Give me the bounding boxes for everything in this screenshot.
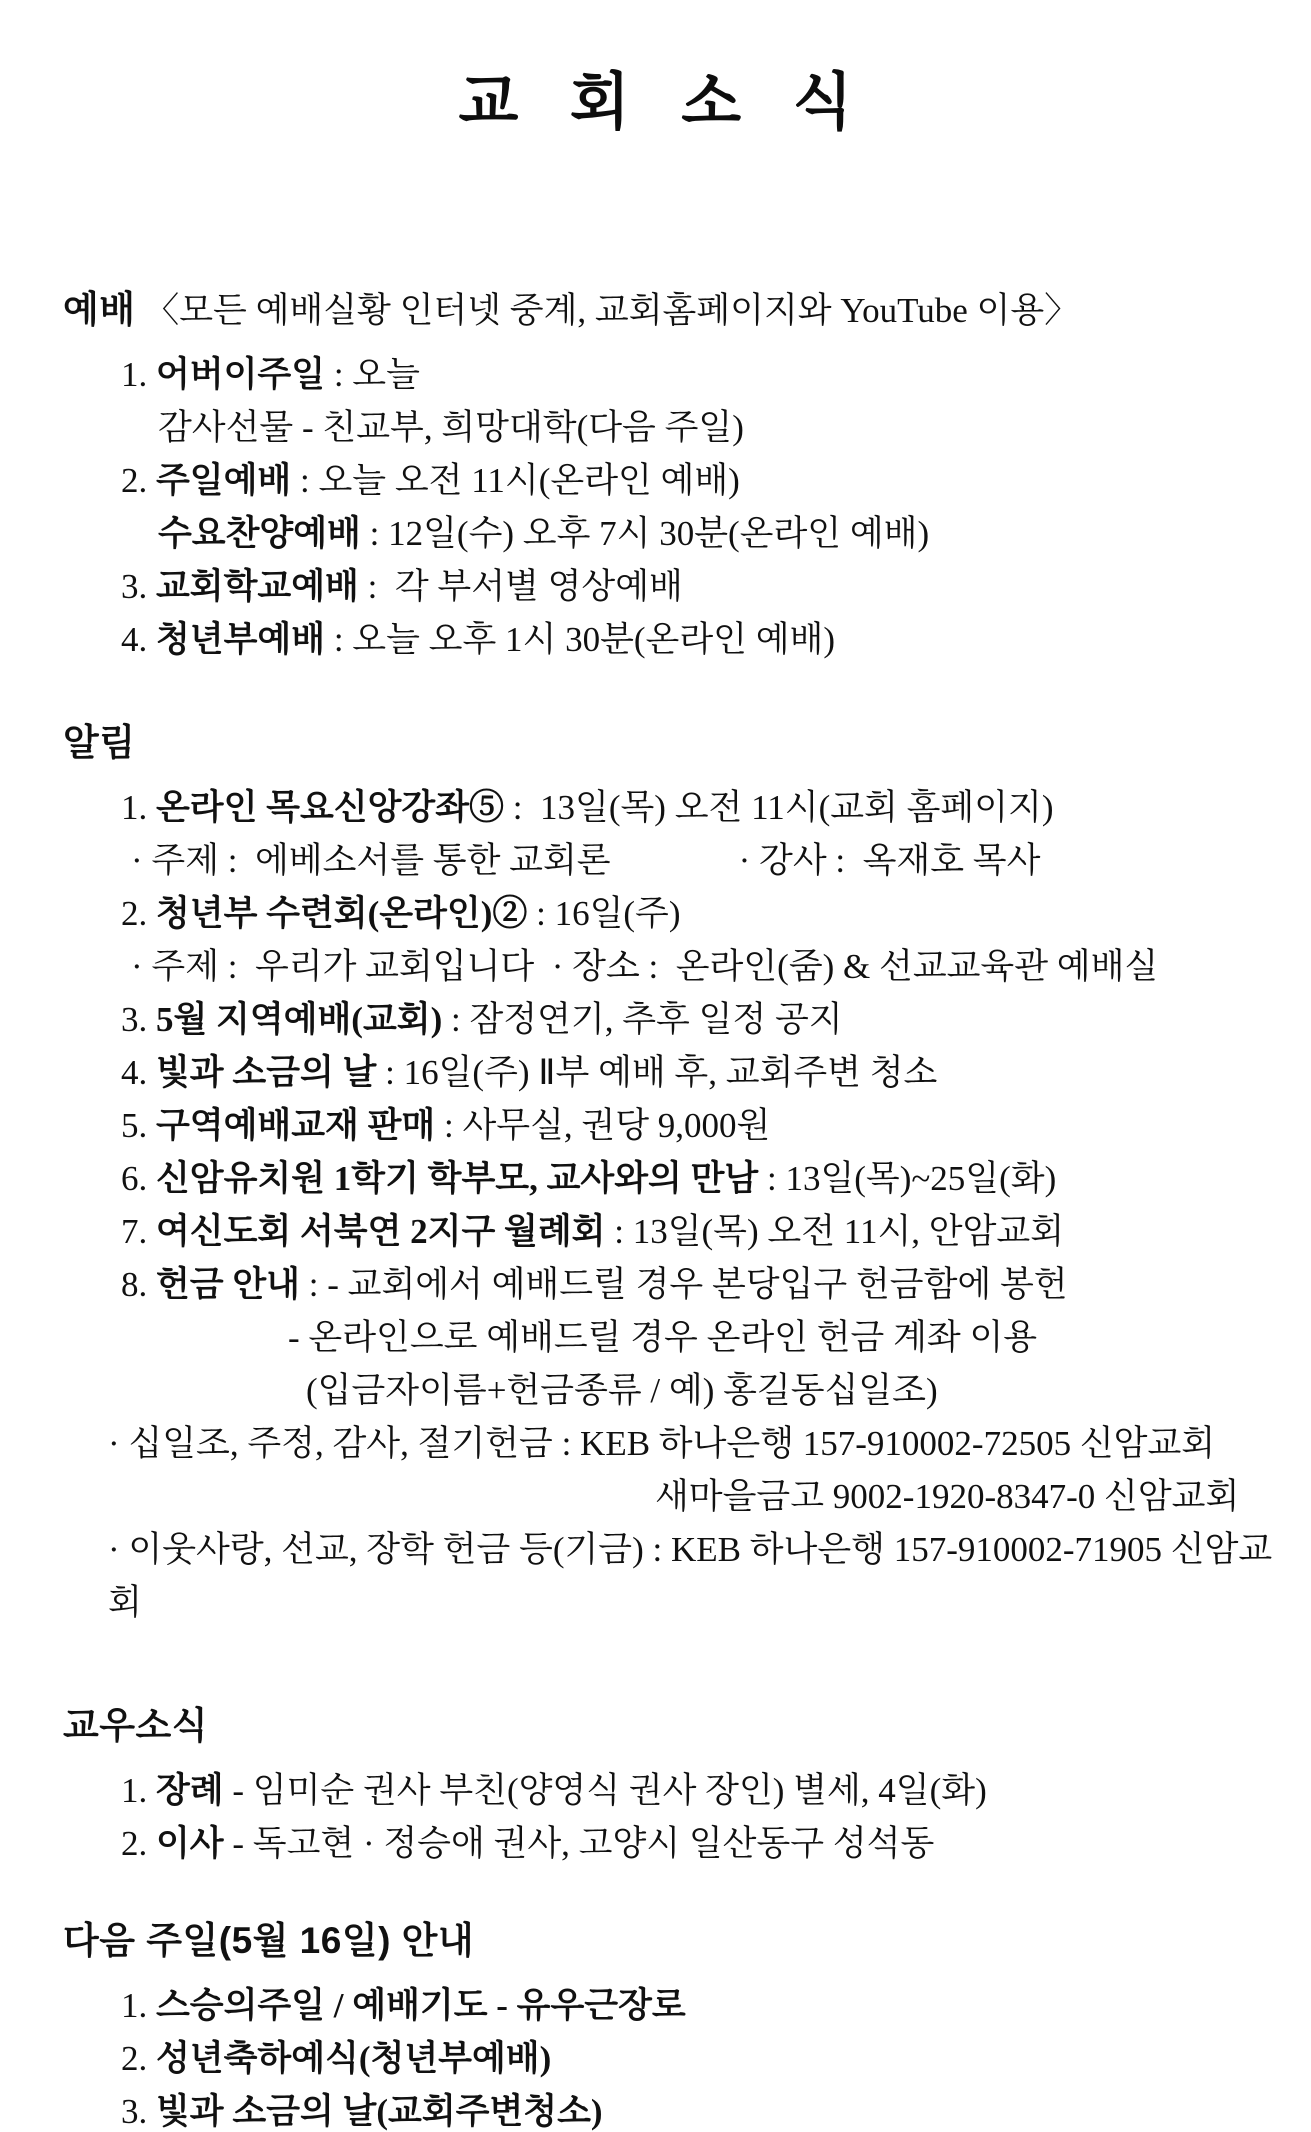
text-line — [121, 2085, 1287, 2132]
text-segment: 신암유치원 1학기 학부모, 교사와의 만남 — [156, 1159, 759, 1198]
text-line — [121, 1817, 1287, 1870]
section-members — [63, 1699, 1287, 1870]
text-segment: - 독고현 · 정승애 권사, 고양시 일산동구 성석동 — [223, 1824, 935, 1863]
text-line — [121, 1152, 1287, 1205]
section-nextweek — [63, 1914, 1287, 2132]
text-line — [306, 1364, 1287, 1417]
text-segment: 여신도회 서북연 2지구 월례회 — [156, 1212, 606, 1251]
text-segment: 2. — [121, 2039, 156, 2078]
text-line — [158, 401, 1287, 454]
text-line — [121, 1764, 1287, 1817]
section-heading — [63, 1914, 1287, 1968]
text-segment: 헌금 안내 — [156, 1265, 300, 1304]
text-segment: : 13일(목) 오전 11시, 안암교회 — [605, 1212, 1065, 1251]
text-segment: 감사선물 - 친교부, 희망대학(다음 주일) — [158, 408, 744, 447]
text-segment: 이사 — [156, 1824, 224, 1863]
text-segment: : 각 부서별 영상예배 — [358, 567, 683, 606]
text-line — [121, 1258, 1287, 1311]
text-segment: 4. — [121, 620, 156, 659]
text-line — [121, 454, 1287, 507]
text-segment: 성년축하예식(청년부예배) — [156, 2039, 552, 2078]
text-segment: 빛과 소금의 날(교회주변청소) — [156, 2092, 603, 2131]
text-segment: : 13일(목) 오전 11시(교회 홈페이지) — [504, 788, 1054, 827]
document-body — [0, 283, 1311, 2132]
text-segment: 1. — [121, 1771, 156, 1810]
text-segment: 2. — [121, 894, 156, 933]
section-worship — [63, 283, 1287, 666]
text-segment: 빛과 소금의 날 — [156, 1053, 377, 1092]
text-segment: : 잠정연기, 추후 일정 공지 — [442, 1000, 843, 1039]
text-segment: 〈모든 예배실황 인터넷 중계, 교회홈페이지와 YouTube 이용〉 — [135, 291, 1080, 330]
text-segment: 6. — [121, 1159, 156, 1198]
text-segment: 2. — [121, 1824, 156, 1863]
text-segment: 알림 — [63, 722, 136, 763]
section-heading — [63, 283, 1287, 337]
text-segment: - 임미순 권사 부친(양영식 권사 장인) 별세, 4일(화) — [223, 1771, 987, 1810]
text-segment: : 16일(주) Ⅱ부 예배 후, 교회주변 청소 — [376, 1053, 938, 1092]
text-segment: : 오늘 오후 1시 30분(온라인 예배) — [325, 620, 836, 659]
section-notices — [63, 716, 1287, 1629]
text-segment: 장례 — [156, 1771, 224, 1810]
text-segment: : 오늘 오전 11시(온라인 예배) — [291, 461, 740, 500]
text-segment: 청년부예배 — [156, 620, 326, 659]
text-segment: 청년부 수련회(온라인)② — [156, 894, 528, 933]
text-segment: · 십일조, 주정, 감사, 절기헌금 : KEB 하나은행 157-910002-72505 신암교회 — [108, 1424, 1216, 1463]
text-segment: 다음 주일(5월 16일) 안내 — [63, 1920, 475, 1961]
text-segment: 3. — [121, 567, 156, 606]
text-line — [121, 1205, 1287, 1258]
text-line — [108, 1417, 1287, 1470]
text-segment: 3. — [121, 2092, 156, 2131]
text-segment: 수요찬양예배 — [158, 514, 361, 553]
text-segment: 3. — [121, 1000, 156, 1039]
text-segment: 1. — [121, 1986, 156, 2025]
text-line — [121, 2032, 1287, 2085]
text-line — [121, 1979, 1287, 2032]
text-segment: 어버이주일 — [156, 355, 326, 394]
text-line — [158, 507, 1287, 560]
text-segment: : 오늘 — [325, 355, 420, 394]
page-title: 교 회 소 식 — [458, 69, 871, 137]
text-segment: : 12일(수) 오후 7시 30분(온라인 예배) — [360, 514, 930, 553]
section-heading — [63, 1699, 1287, 1753]
text-line — [131, 940, 1287, 993]
text-segment: 2. — [121, 461, 156, 500]
text-segment: 새마을금고 9002-1920-8347-0 신암교회 — [655, 1477, 1240, 1516]
text-segment: 5월 지역예배(교회) — [156, 1000, 443, 1039]
text-segment: 주일예배 — [156, 461, 292, 500]
text-segment: (입금자이름+헌금종류 / 예) 홍길동십일조) — [306, 1371, 938, 1410]
text-segment: · 주제 : 우리가 교회입니다 · 장소 : 온라인(줌) & 선교교육관 예배실 — [131, 947, 1159, 986]
text-segment: 8. — [121, 1265, 156, 1304]
text-segment: 1. — [121, 788, 156, 827]
text-segment: 4. — [121, 1053, 156, 1092]
text-line — [108, 1523, 1287, 1629]
text-segment: : - 교회에서 예배드릴 경우 본당입구 헌금함에 봉헌 — [300, 1265, 1068, 1304]
text-line — [121, 781, 1287, 834]
text-line — [655, 1470, 1287, 1523]
text-segment: 1. — [121, 355, 156, 394]
text-line — [131, 834, 1287, 887]
text-line — [121, 348, 1287, 401]
text-segment: 예배 — [63, 289, 136, 330]
text-segment: 스승의주일 / 예배기도 - — [156, 1986, 517, 2025]
text-segment: 구역예배교재 판매 — [156, 1106, 436, 1145]
text-segment: : 16일(주) — [527, 894, 681, 933]
section-heading — [63, 716, 1287, 770]
text-line — [121, 887, 1287, 940]
text-line — [121, 1099, 1287, 1152]
text-line — [288, 1311, 1287, 1364]
text-segment: · 강사 : 옥재호 목사 — [738, 841, 1041, 880]
text-line — [121, 560, 1287, 613]
text-segment: 교우소식 — [63, 1705, 208, 1746]
text-segment: - 온라인으로 예배드릴 경우 온라인 헌금 계좌 이용 — [288, 1318, 1038, 1357]
text-segment: 교회학교예배 — [156, 567, 359, 606]
text-segment: : 13일(목)~25일(화) — [758, 1159, 1057, 1198]
text-line — [121, 613, 1287, 666]
text-segment: · 이웃사랑, 선교, 장학 헌금 등(기금) : KEB 하나은행 157-910002-71905 신암교회 — [108, 1530, 1273, 1622]
text-segment: 5. — [121, 1106, 156, 1145]
text-line — [121, 1046, 1287, 1099]
text-segment: 7. — [121, 1212, 156, 1251]
text-line — [121, 993, 1287, 1046]
text-segment: 온라인 목요신앙강좌⑤ — [156, 788, 505, 827]
text-segment: 유우근장로 — [516, 1986, 686, 2025]
text-segment: · 주제 : 에베소서를 통한 교회론 — [131, 841, 611, 880]
text-segment: : 사무실, 권당 9,000원 — [435, 1106, 771, 1145]
